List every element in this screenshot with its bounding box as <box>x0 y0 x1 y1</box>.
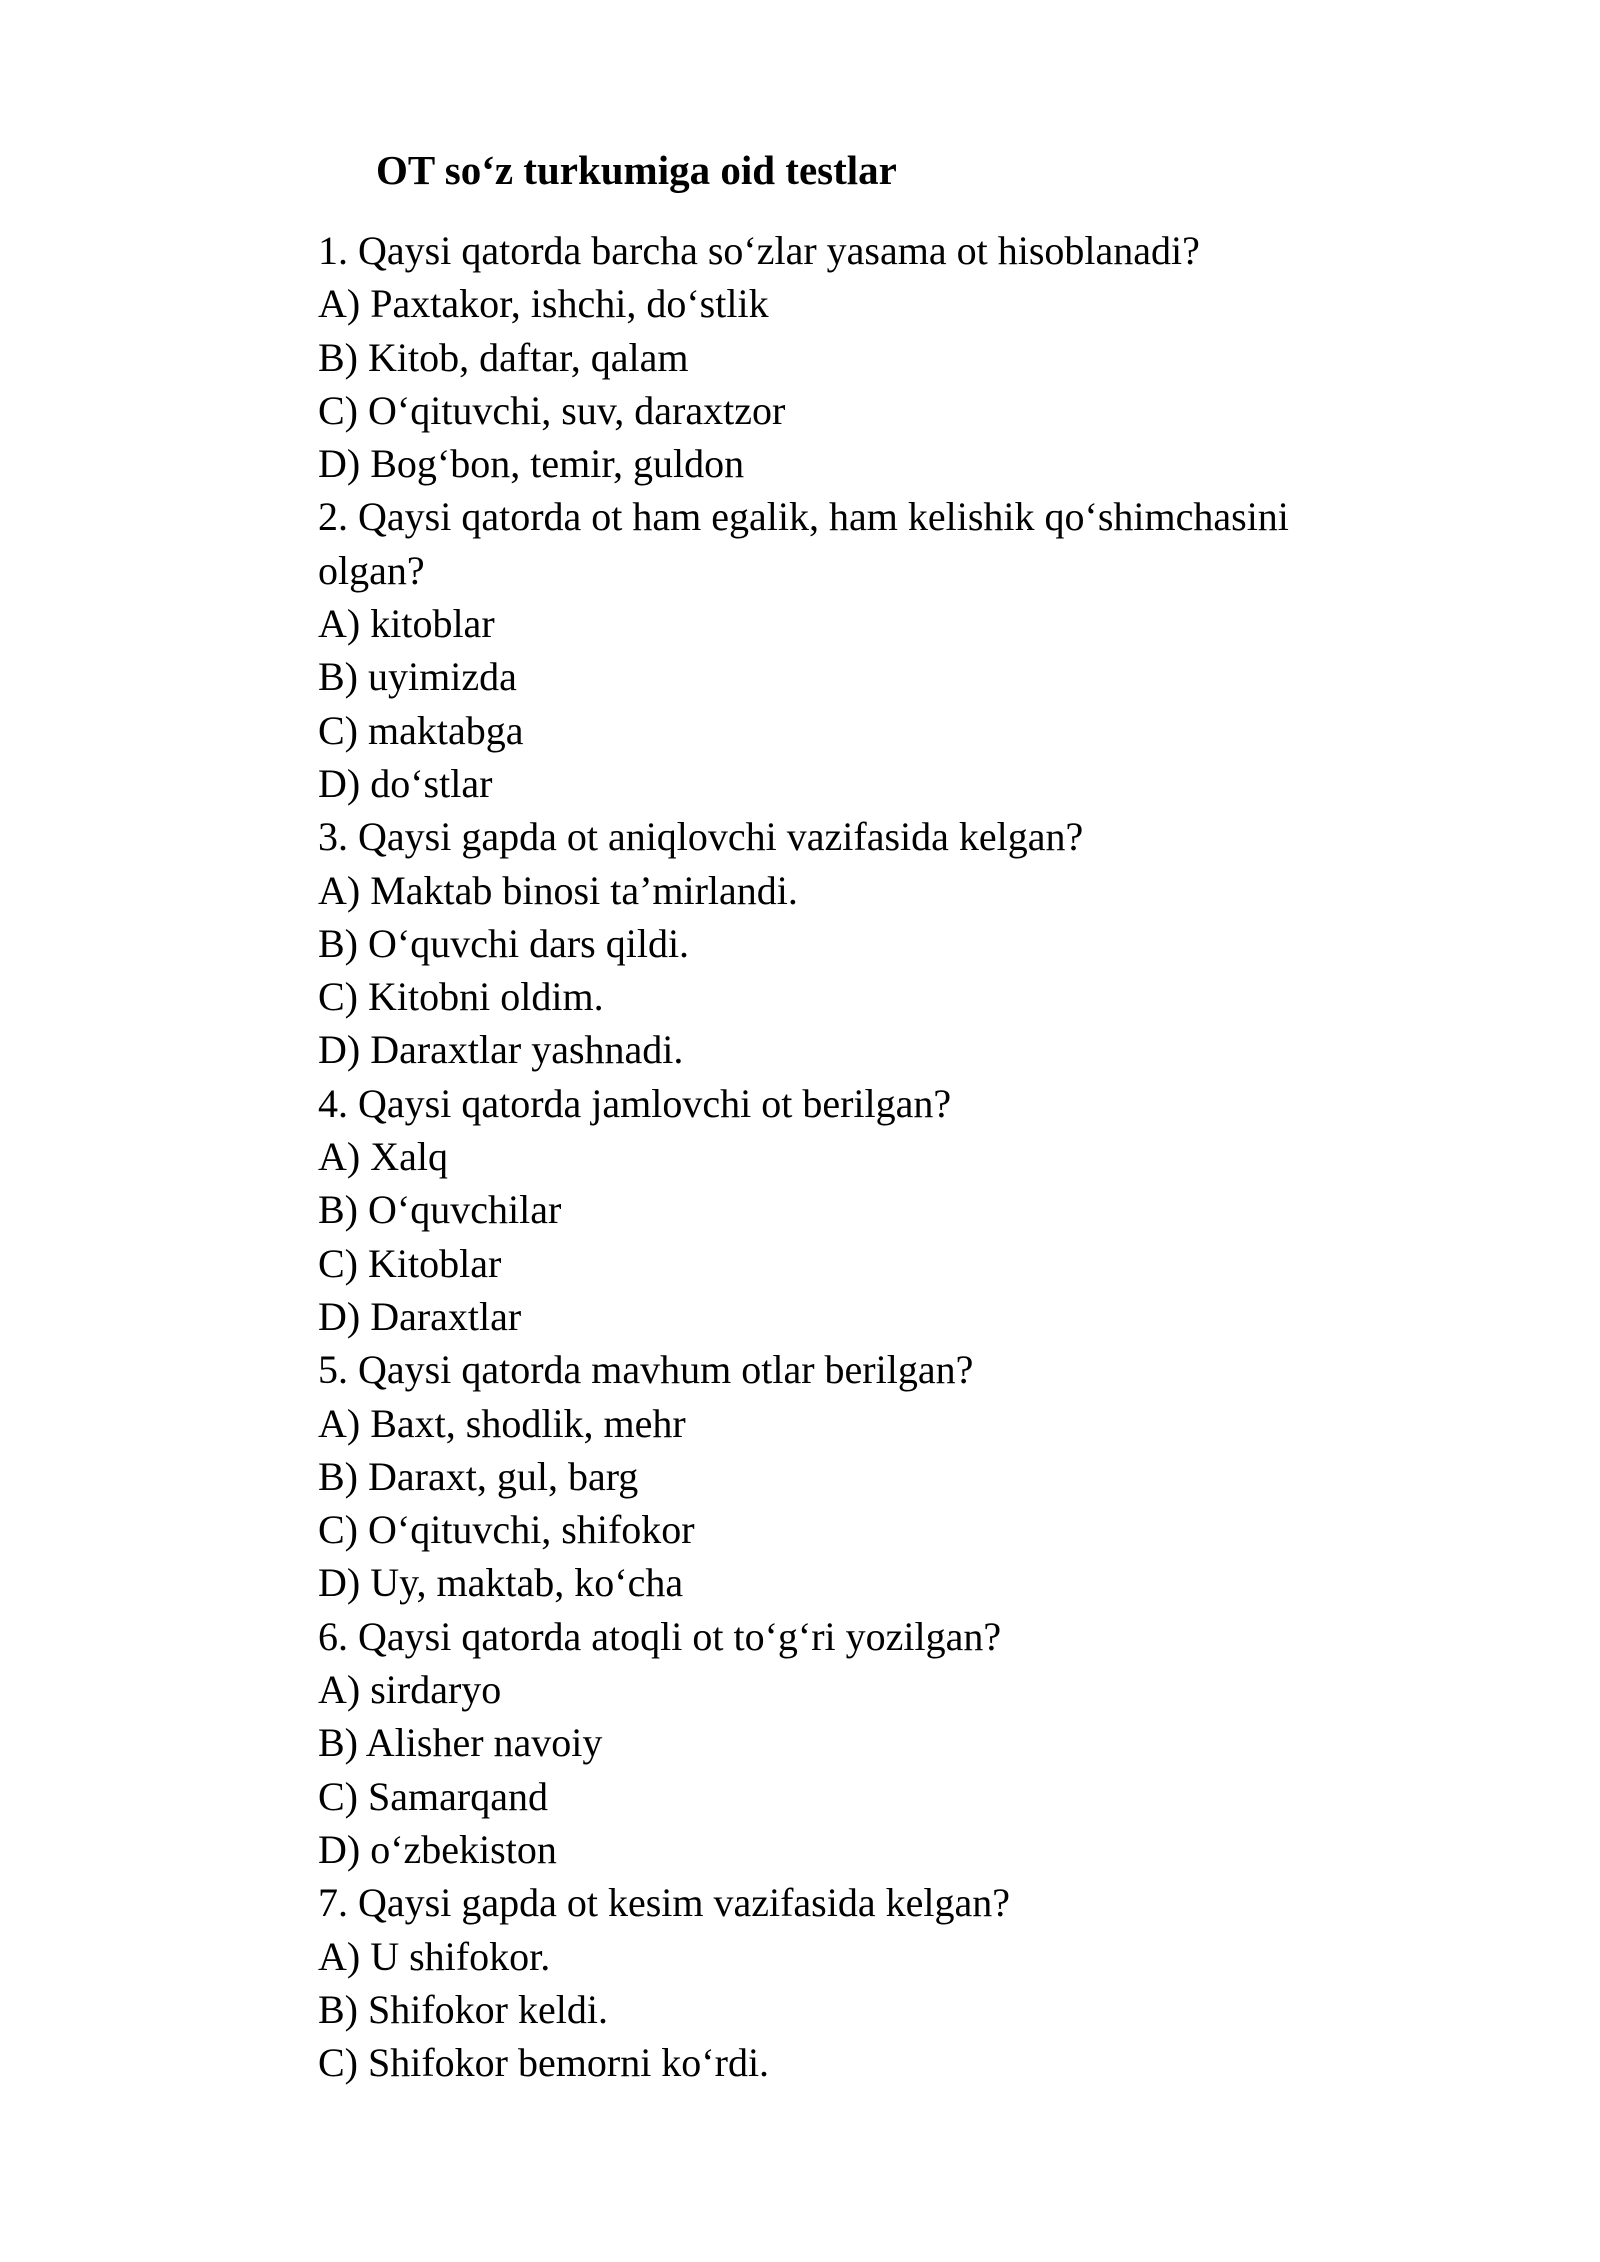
option-text: sirdaryo <box>370 1667 502 1713</box>
option-text: Daraxt, gul, barg <box>368 1453 639 1499</box>
question-number: 2. <box>318 494 348 540</box>
option-label: B) <box>318 1986 358 2032</box>
question-6-option-a <box>318 1663 1366 1716</box>
option-label: D) <box>318 1826 361 1872</box>
question-1-option-d <box>318 437 1366 490</box>
question-2-option-c <box>318 704 1366 757</box>
option-text: Alisher navoiy <box>365 1720 603 1766</box>
option-text: maktabga <box>368 707 524 753</box>
option-label: A) <box>318 601 361 647</box>
question-2-option-b <box>318 650 1366 703</box>
option-text: Paxtakor, ishchi, do‘stlik <box>370 281 769 327</box>
question-5-option-d <box>318 1556 1366 1609</box>
question-text: Qaysi gapda ot aniqlovchi vazifasida kelgan? <box>358 814 1084 860</box>
option-label: C) <box>318 974 358 1020</box>
question-1-text <box>318 224 1366 277</box>
option-text: do‘stlar <box>370 760 493 806</box>
option-text: Daraxtlar <box>370 1293 522 1339</box>
question-number: 1. <box>318 228 348 273</box>
option-text: Kitobni oldim. <box>368 974 604 1020</box>
option-label: B) <box>318 654 358 700</box>
question-6-option-b <box>318 1716 1366 1769</box>
question-3-option-b <box>318 917 1366 970</box>
question-text: Qaysi gapda ot kesim vazifasida kelgan? <box>358 1880 1010 1926</box>
option-text: O‘qituvchi, shifokor <box>368 1507 695 1553</box>
question-number: 3. <box>318 814 348 860</box>
question-2-option-d <box>318 757 1366 810</box>
question-7-option-a <box>318 1930 1366 1983</box>
question-3-text <box>318 810 1366 863</box>
question-4-option-b <box>318 1183 1366 1236</box>
question-block-7 <box>318 1876 1366 2089</box>
option-text: Baxt, shodlik, mehr <box>370 1400 686 1446</box>
question-block-2 <box>318 490 1366 810</box>
question-text: Qaysi qatorda barcha so‘zlar yasama ot hisoblanadi? <box>358 228 1200 273</box>
question-4-text <box>318 1077 1366 1130</box>
option-text: Bog‘bon, temir, guldon <box>370 441 745 487</box>
option-text: Shifokor keldi. <box>368 1986 608 2032</box>
question-text: Qaysi qatorda atoqli ot to‘g‘ri yozilgan? <box>358 1613 1002 1659</box>
question-4-option-a <box>318 1130 1366 1183</box>
option-label: A) <box>318 867 361 913</box>
page-title: OT so‘z turkumiga oid testlar <box>376 147 897 193</box>
question-number: 5. <box>318 1347 348 1393</box>
option-label: C) <box>318 387 358 433</box>
question-7-option-b <box>318 1983 1366 2036</box>
option-text: Kitob, daftar, qalam <box>368 334 689 380</box>
option-label: A) <box>318 1667 361 1713</box>
option-text: Samarqand <box>368 1773 548 1819</box>
question-block-6 <box>318 1610 1366 1876</box>
option-label: D) <box>318 1560 361 1606</box>
option-label: B) <box>318 334 358 380</box>
option-label: D) <box>318 441 361 487</box>
option-text: O‘qituvchi, suv, daraxtzor <box>368 387 786 433</box>
question-3-option-c <box>318 970 1366 1023</box>
question-text: Qaysi qatorda ot ham egalik, ham kelishik qo‘shimchasini olgan? <box>318 494 1289 593</box>
question-3-option-d <box>318 1023 1366 1076</box>
question-block-4 <box>318 1077 1366 1343</box>
question-4-option-d <box>318 1290 1366 1343</box>
question-5-option-a <box>318 1397 1366 1450</box>
option-text: Shifokor bemorni ko‘rdi. <box>368 2040 770 2086</box>
question-6-option-c <box>318 1770 1366 1823</box>
option-label: D) <box>318 760 361 806</box>
question-2-option-a <box>318 597 1366 650</box>
question-number: 4. <box>318 1080 348 1126</box>
question-block-5 <box>318 1343 1366 1609</box>
option-label: B) <box>318 1187 358 1233</box>
question-7-option-c <box>318 2036 1366 2089</box>
option-label: A) <box>318 1400 361 1446</box>
option-label: C) <box>318 1773 358 1819</box>
question-1-option-c <box>318 384 1366 437</box>
question-1-option-a <box>318 277 1366 330</box>
question-5-option-c <box>318 1503 1366 1556</box>
option-text: kitoblar <box>370 601 495 647</box>
option-text: O‘quvchi dars qildi. <box>368 920 690 966</box>
question-1-option-b <box>318 331 1366 384</box>
question-text: Qaysi qatorda jamlovchi ot berilgan? <box>358 1080 952 1126</box>
question-number: 6. <box>318 1613 348 1659</box>
option-label: C) <box>318 1507 358 1553</box>
question-number: 7. <box>318 1880 348 1926</box>
question-5-text <box>318 1343 1366 1396</box>
question-5-option-b <box>318 1450 1366 1503</box>
question-3-option-a <box>318 864 1366 917</box>
question-6-text <box>318 1610 1366 1663</box>
question-text: Qaysi qatorda mavhum otlar berilgan? <box>358 1347 974 1393</box>
question-2-text <box>318 490 1366 597</box>
option-text: Kitoblar <box>368 1240 502 1286</box>
option-label: B) <box>318 1720 358 1766</box>
option-label: C) <box>318 707 358 753</box>
option-text: U shifokor. <box>370 1933 551 1979</box>
option-text: Xalq <box>370 1134 448 1180</box>
option-text: Maktab binosi ta’mirlandi. <box>370 867 798 913</box>
option-label: A) <box>318 1933 361 1979</box>
option-label: A) <box>318 281 361 327</box>
option-label: C) <box>318 2040 358 2086</box>
option-label: D) <box>318 1293 361 1339</box>
option-text: Daraxtlar yashnadi. <box>370 1027 684 1073</box>
document-content <box>318 142 1366 2089</box>
option-label: A) <box>318 1134 361 1180</box>
option-label: B) <box>318 920 358 966</box>
question-4-option-c <box>318 1237 1366 1290</box>
option-text: Uy, maktab, ko‘cha <box>370 1560 684 1606</box>
option-text: uyimizda <box>368 654 517 700</box>
option-text: o‘zbekiston <box>370 1826 557 1872</box>
question-block-3 <box>318 810 1366 1076</box>
option-label: D) <box>318 1027 361 1073</box>
option-text: O‘quvchilar <box>368 1187 562 1233</box>
option-label: C) <box>318 1240 358 1286</box>
question-block-1 <box>318 224 1366 490</box>
question-6-option-d <box>318 1823 1366 1876</box>
question-7-text <box>318 1876 1366 1929</box>
option-label: B) <box>318 1453 358 1499</box>
